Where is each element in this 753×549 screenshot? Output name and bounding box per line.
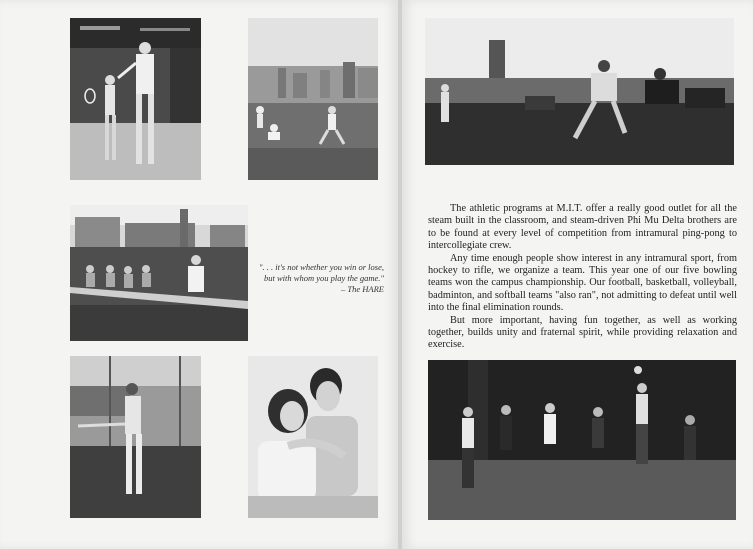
- pull-quote: [252, 262, 384, 295]
- baseball-batter-photo: [70, 356, 201, 518]
- football-photo: [425, 18, 734, 165]
- quote-line-1: ". . . it's not whether you win or lose,: [258, 262, 384, 272]
- right-page: [402, 0, 753, 549]
- article-paragraph-1: The athletic programs at M.I.T. offer a really good outlet for all the steam built in the classroom, and steam-driven Phi Mu Delta brothers are to be found at every level of competition from intramural ping-pong to intercollegiate crew.: [428, 203, 737, 252]
- crew-photo: [70, 205, 248, 341]
- couple-photo: [248, 356, 378, 518]
- athletics-article: [428, 203, 737, 352]
- basketball-photo: [428, 360, 736, 520]
- quote-line-2: but with whom you play the game.": [264, 273, 384, 283]
- article-paragraph-3: But more important, having fun together, as well as working together, builds unity and fraternal spirit, while providing relaxation and exercise.: [428, 314, 737, 351]
- article-paragraph-2: Any time enough people show interest in any intramural sport, from hockey to rifle, we organize a team. This year one of our five bowling teams won the campus championship. Our football, basketball, volleyball, badminton, and softball teams "also ran", not admitting to defeat until well into the final elimination rounds.: [428, 252, 737, 314]
- field-game-photo: [248, 18, 378, 180]
- quote-attribution: – The HARE: [341, 284, 384, 294]
- badminton-photo: [70, 18, 201, 180]
